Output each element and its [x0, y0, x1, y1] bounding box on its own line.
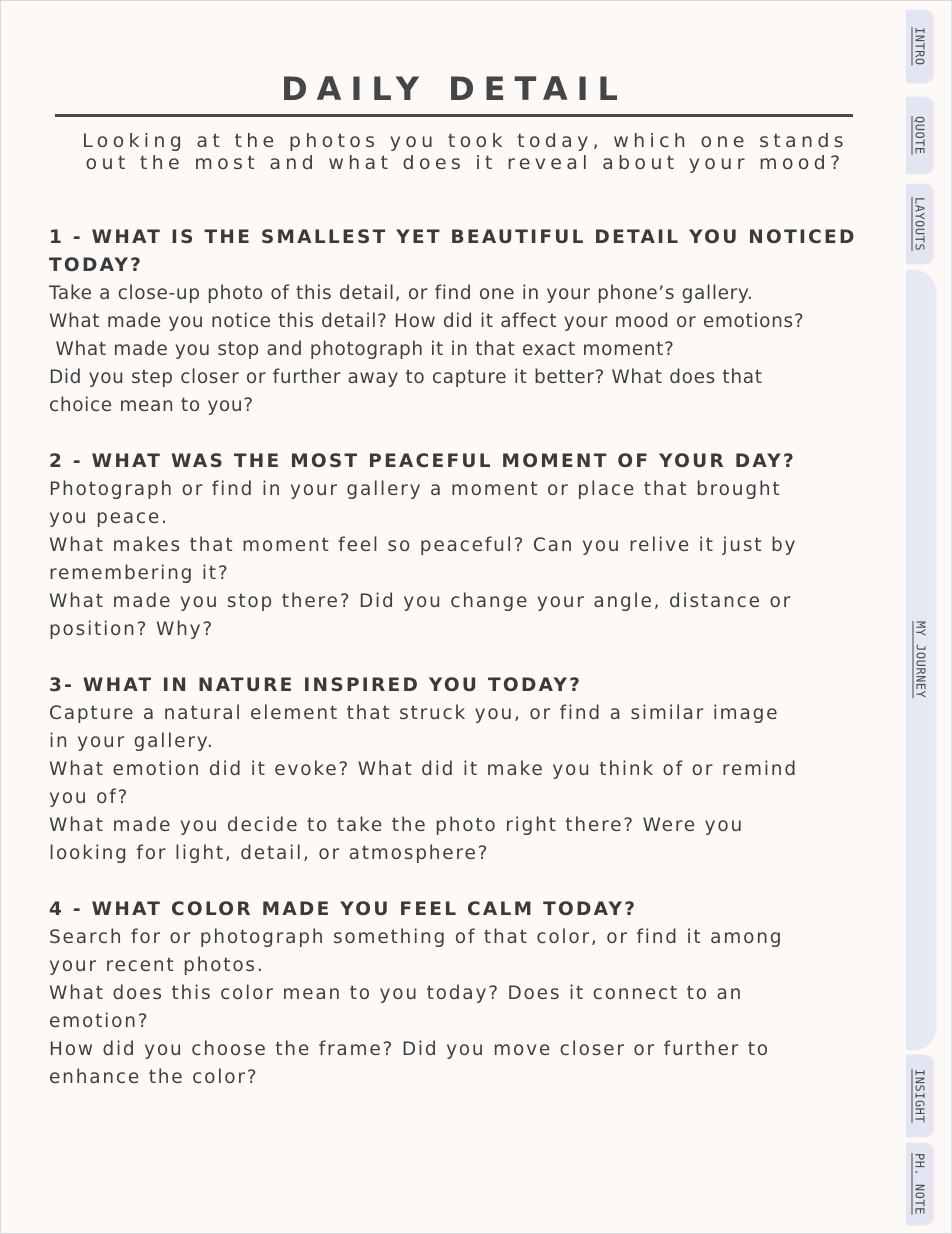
section-line: What made you stop and photograph it in that exact moment? — [49, 339, 675, 360]
tab-intro[interactable] — [906, 10, 933, 83]
section-line: in your gallery. — [49, 731, 215, 752]
section-line: How did you choose the frame? Did you move closer or further to — [49, 1039, 770, 1060]
section-line: What makes that moment feel so peaceful? Can you relive it just by — [49, 535, 798, 556]
section-line: enhance the color? — [49, 1067, 259, 1088]
section-heading: TODAY? — [49, 255, 144, 276]
section-tabs — [903, 0, 952, 1234]
prompt-sections — [49, 224, 884, 1120]
subtitle-line: out the most and what does it reveal about your mood? — [85, 152, 845, 174]
section-line: your recent photos. — [49, 955, 265, 976]
section-line: choice mean to you? — [49, 395, 254, 416]
section-line: Take a close-up photo of this detail, or find one in your phone’s gallery. — [49, 283, 754, 304]
section-line: What made you notice this detail? How did it affect your mood or emotions? — [49, 311, 805, 332]
tab-label: QUOTE — [912, 116, 927, 155]
section-heading: 4 - WHAT COLOR MADE YOU FEEL CALM TODAY? — [49, 899, 638, 920]
tab-label: PH. NOTE — [912, 1153, 927, 1215]
page-subtitle — [60, 130, 870, 174]
tab-label: INSIGHT — [912, 1068, 927, 1124]
section-line: Did you step closer or further away to capture it better? What does that — [49, 367, 763, 388]
title-divider — [55, 114, 853, 117]
section-line: What emotion did it evoke? What did it make you think of or remind — [49, 759, 798, 780]
section-line: Search for or photograph something of that color, or find it among — [49, 927, 784, 948]
section-line: you peace. — [49, 507, 169, 528]
tab-my-journey[interactable] — [906, 270, 935, 1050]
prompt-section-3 — [49, 672, 884, 868]
tab-layouts[interactable] — [906, 184, 933, 264]
prompt-section-4 — [49, 896, 884, 1092]
tab-ph-note[interactable] — [906, 1143, 933, 1225]
tab-label: MY JOURNEY — [913, 621, 928, 699]
section-line: Photograph or find in your gallery a moment or place that brought — [49, 479, 782, 500]
section-heading: 1 - WHAT IS THE SMALLEST YET BEAUTIFUL DETAIL YOU NOTICED — [49, 227, 857, 248]
section-line: emotion? — [49, 1011, 150, 1032]
section-heading: 2 - WHAT WAS THE MOST PEACEFUL MOMENT OF YOUR DAY? — [49, 451, 796, 472]
section-heading: 3- WHAT IN NATURE INSPIRED YOU TODAY? — [49, 675, 583, 696]
section-line: remembering it? — [49, 563, 230, 584]
section-line: looking for light, detail, or atmosphere? — [49, 843, 490, 864]
section-line: What does this color mean to you today? Does it connect to an — [49, 983, 744, 1004]
section-line: Capture a natural element that struck you, or find a similar image — [49, 703, 780, 724]
section-line: What made you decide to take the photo right there? Were you — [49, 815, 745, 836]
section-line: position? Why? — [49, 619, 214, 640]
tab-label: LAYOUTS — [912, 196, 927, 252]
tab-label: INTRO — [912, 27, 927, 66]
section-line: What made you stop there? Did you change your angle, distance or — [49, 591, 793, 612]
tab-quote[interactable] — [906, 97, 933, 174]
prompt-section-2 — [49, 448, 884, 644]
prompt-section-1 — [49, 224, 884, 420]
subtitle-line: Looking at the photos you took today, which one stands — [82, 130, 848, 152]
page-title: DAILY DETAIL — [281, 70, 627, 108]
tab-insight[interactable] — [906, 1055, 933, 1137]
section-line: you of? — [49, 787, 130, 808]
